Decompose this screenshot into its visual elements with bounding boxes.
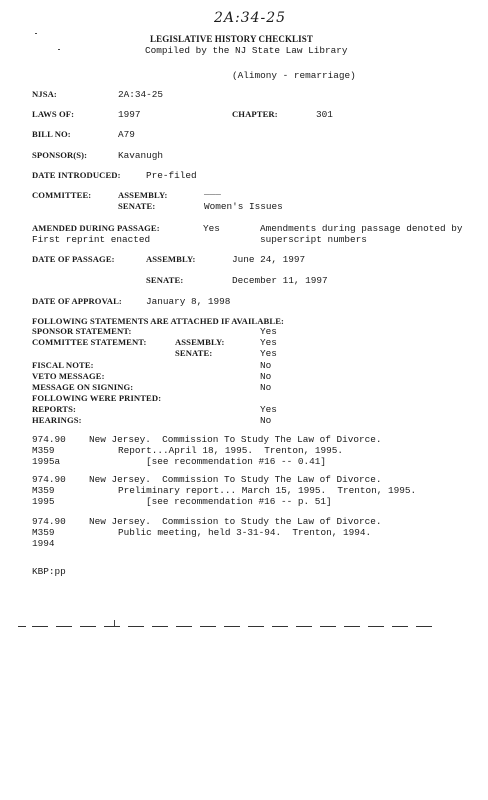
scan-speck	[35, 33, 37, 34]
document-title: LEGISLATIVE HISTORY CHECKLIST	[150, 34, 313, 44]
chapter-label: CHAPTER:	[232, 109, 278, 119]
laws-of-label: LAWS OF:	[32, 109, 75, 119]
committee-assembly-value: ___	[204, 186, 221, 197]
reference-line: New Jersey. Commission To Study The Law of Divorce.	[89, 474, 382, 485]
bill-no-value: A79	[118, 129, 135, 140]
reference-line: Preliminary report... March 15, 1995. Trenton, 1995.	[118, 485, 417, 496]
njsa-value: 2A:34-25	[118, 89, 164, 100]
call-number: 1995	[32, 496, 55, 507]
date-introduced-label: DATE INTRODUCED:	[32, 170, 121, 180]
committee-statement-assembly-label: ASSEMBLY:	[175, 337, 225, 347]
passage-senate-label: SENATE:	[146, 275, 184, 285]
compiled-by: Compiled by the NJ State Law Library	[145, 45, 348, 56]
reports-value: Yes	[260, 404, 277, 415]
sponsor-statement-value: Yes	[260, 326, 277, 337]
date-introduced-value: Pre-filed	[146, 170, 197, 181]
passage-assembly-label: ASSEMBLY:	[146, 254, 196, 264]
hearings-value: No	[260, 415, 272, 426]
sponsor-value: Kavanugh	[118, 150, 164, 161]
amended-value: Yes	[203, 223, 220, 234]
date-of-approval-value: January 8, 1998	[146, 296, 231, 307]
sponsor-label: SPONSOR(S):	[32, 150, 88, 160]
call-number: 1994	[32, 538, 55, 549]
call-number: 974.90	[32, 474, 66, 485]
reprint-note: First reprint enacted	[32, 234, 151, 245]
date-of-passage-label: DATE OF PASSAGE:	[32, 254, 115, 264]
committee-statement-senate-value: Yes	[260, 348, 277, 359]
committee-label: COMMITTEE:	[32, 190, 92, 200]
message-on-signing-label: MESSAGE ON SIGNING:	[32, 382, 134, 392]
printed-heading: FOLLOWING WERE PRINTED:	[32, 393, 162, 403]
bill-no-label: BILL NO:	[32, 129, 71, 139]
date-of-approval-label: DATE OF APPROVAL:	[32, 296, 122, 306]
veto-message-value: No	[260, 371, 272, 382]
committee-statement-senate-label: SENATE:	[175, 348, 213, 358]
statements-heading: FOLLOWING STATEMENTS ARE ATTACHED IF AVAILABLE:	[32, 316, 284, 326]
handwritten-statute-note: 2A:34-25	[214, 10, 287, 26]
sponsor-statement-label: SPONSOR STATEMENT:	[32, 326, 132, 336]
reference-line: [see recommendation #16 -- p. 51]	[146, 496, 332, 507]
reference-line: New Jersey. Commission To Study The Law of Divorce.	[89, 434, 382, 445]
passage-assembly-value: June 24, 1997	[232, 254, 306, 265]
passage-senate-value: December 11, 1997	[232, 275, 328, 286]
laws-of-value: 1997	[118, 109, 141, 120]
call-number: 974.90	[32, 516, 66, 527]
committee-statement-label: COMMITTEE STATEMENT:	[32, 337, 147, 347]
subject-note: (Alimony - remarriage)	[232, 70, 356, 81]
njsa-label: NJSA:	[32, 89, 57, 99]
chapter-value: 301	[316, 109, 333, 120]
call-number: M359	[32, 527, 55, 538]
reference-line: Report...April 18, 1995. Trenton, 1995.	[118, 445, 344, 456]
amended-note-line2: superscript numbers	[260, 234, 367, 245]
amended-label: AMENDED DURING PASSAGE:	[32, 223, 160, 233]
fiscal-note-value: No	[260, 360, 272, 371]
committee-senate-value: Women's Issues	[204, 201, 283, 212]
committee-senate-label: SENATE:	[118, 201, 156, 211]
message-on-signing-value: No	[260, 382, 272, 393]
reference-line: New Jersey. Commission to Study the Law of Divorce.	[89, 516, 382, 527]
reference-line: Public meeting, held 3-31-94. Trenton, 1994.	[118, 527, 372, 538]
committee-assembly-label: ASSEMBLY:	[118, 190, 168, 200]
call-number: 1995a	[32, 456, 61, 467]
typist-initials: KBP:pp	[32, 566, 66, 577]
call-number: M359	[32, 485, 55, 496]
committee-statement-assembly-value: Yes	[260, 337, 277, 348]
call-number: M359	[32, 445, 55, 456]
hearings-label: HEARINGS:	[32, 415, 82, 425]
scan-speck	[58, 49, 60, 50]
reference-line: [see recommendation #16 -- 0.41]	[146, 456, 327, 467]
call-number: 974.90	[32, 434, 66, 445]
amended-note-line1: Amendments during passage denoted by	[260, 223, 463, 234]
veto-message-label: VETO MESSAGE:	[32, 371, 105, 381]
fiscal-note-label: FISCAL NOTE:	[32, 360, 94, 370]
reports-label: REPORTS:	[32, 404, 76, 414]
